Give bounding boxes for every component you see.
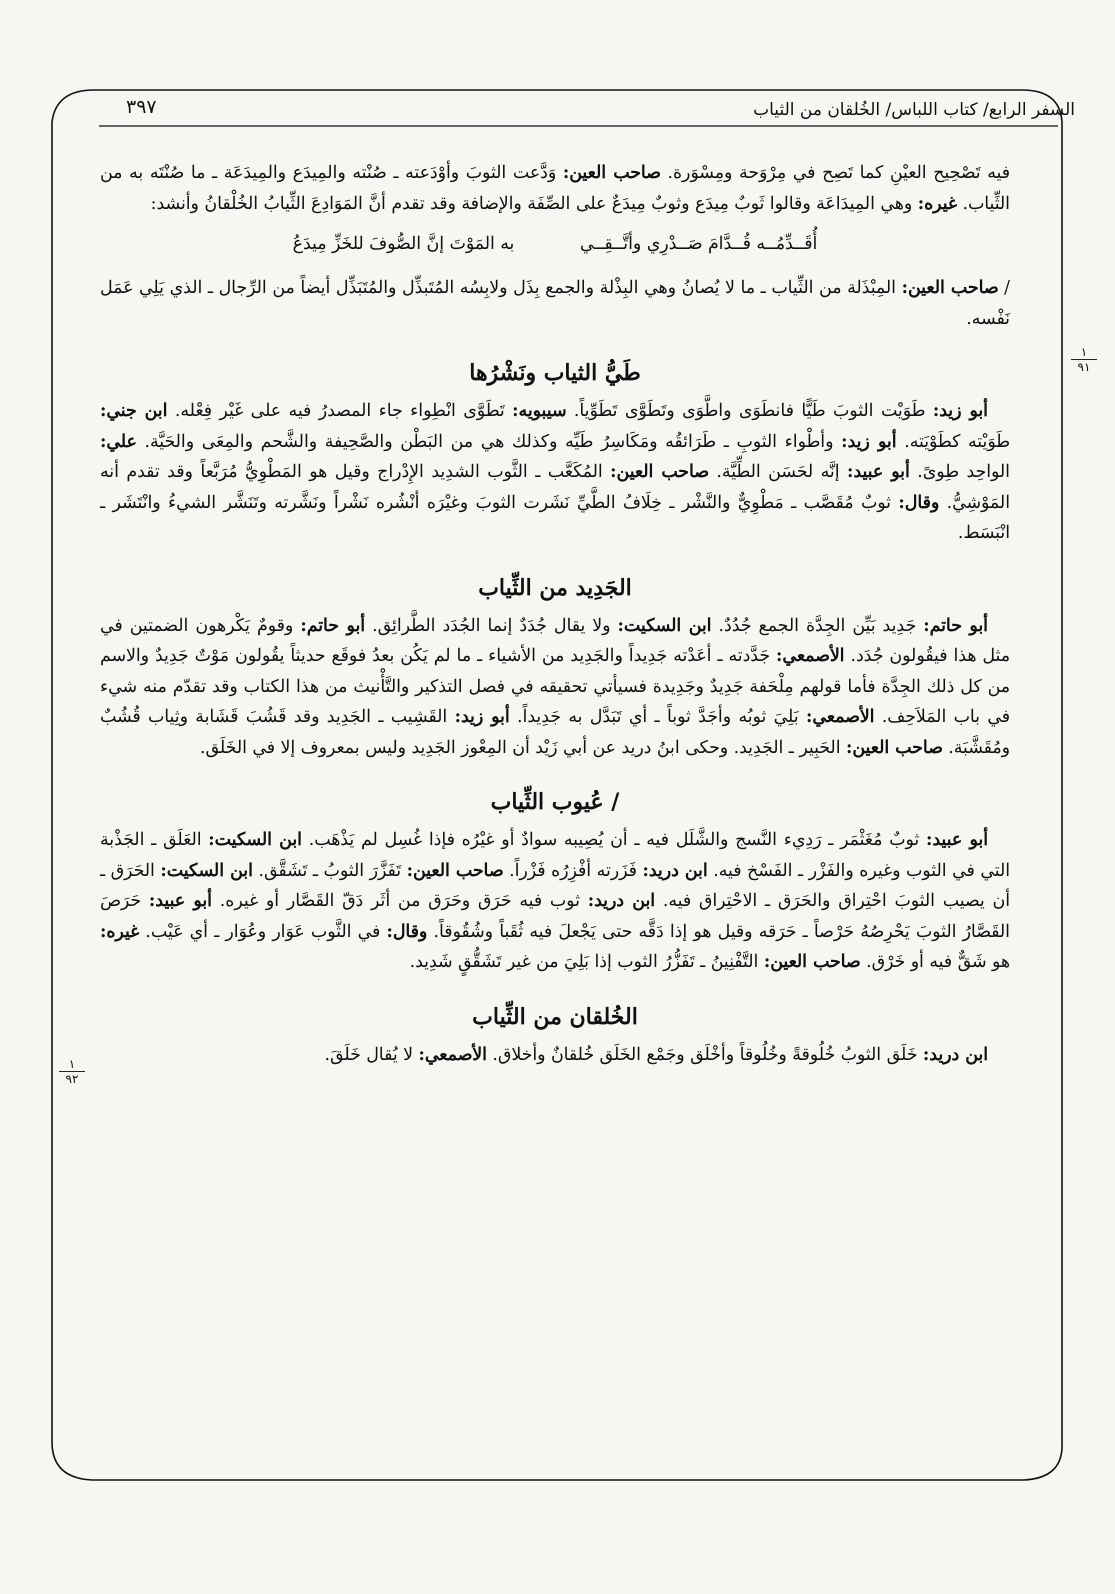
authority-name: أبو عبيد: bbox=[148, 891, 212, 911]
authority-name: وقال: bbox=[898, 492, 940, 513]
authority-name: ابن دريد: bbox=[922, 1044, 988, 1065]
authority-name: الأصمعي: bbox=[805, 707, 875, 727]
margin-note-numerator: ١ bbox=[59, 1057, 85, 1072]
authority-name: ابن السكيت: bbox=[208, 830, 302, 850]
paragraph: / صاحب العين: المِبْذَلة من الثِّياب ـ ما لا يُصانُ وهي البِذْلة والجمع بِذَل ولابِسُه المُتَبذِّل والمُتَبَذِّل أيضاً من الرِّجال ـ الذي يَلِي عَمَل نَفْسه. bbox=[100, 278, 1010, 329]
margin-note-denominator: ٩٢ bbox=[65, 1072, 79, 1086]
paragraph: ابن دريد: خَلَق الثوبُ خُلُوقةً وخُلُوقاً وأخْلَق وجَمْع الخَلَق خُلقانٌ وأخلاق. الأصمعي: لا يُقال خَلَقَ. bbox=[324, 1044, 988, 1065]
authority-name: الأصمعي: bbox=[776, 646, 845, 666]
authority-name: أبو حاتم: bbox=[300, 615, 366, 636]
paragraph: أبو حاتم: جَدِيد بَيِّن الجِدَّة الجمع جُدُدٌ. ابن السكيت: ولا يقال جُدَدٌ إنما الجُدَد الطَّرائِق. أبو حاتم: وقومٌ يَكْرهون الضمتين في مثل هذا فيقُولون جُدَد. الأصمعي: جَدَّدته ـ أعَدْته جَدِيداً والجَدِيد من الأشياء ـ ما لم يَكُن بعدُ فوقَع حديثاً يقُولون مَوْتٌ جَدِيدٌ والاسم من كل ذلك الجِدَّة فأما قولهم مِلْحَفة جَدِيدٌ وجَدِيدة فسيأتي تحقيقه في فصل التذكير والتَّأْنيث من هذا الكتاب وقد تقدّم منه شيء في باب المَلاَحِف. الأصمعي: بَلِيَ ثوبُه وأجَدَّ ثوباً ـ أي تَبَدَّل به جَدِيداً. أبو زيد: القَشِيب ـ الجَدِيد وقد قَشُبَ قَشَابة وثِياب قُشُبٌ ومُقَشَّبَة. صاحب العين: الحَبِير ـ الجَدِيد. وحكى ابنُ دريد عن أبي زَيْد أن المِعْوز الجَدِيد وليس بمعروف إلا في الخَلَق. bbox=[100, 615, 1011, 758]
authority-name: أبو زيد: bbox=[841, 431, 897, 452]
authority-name: صاحب العين: bbox=[846, 737, 943, 758]
section-heading: طَيُّ الثياب ونَشْرُها bbox=[469, 360, 641, 386]
paragraph: أبو عبيد: ثوبٌ مُغَثْمَر ـ رَدِيء النَّسج والشَّلَل فيه ـ أن يُصِيبه سوادٌ أو غيْرُه فإذا غُسِل لم يَذْهَب. ابن السكيت: العَلَق ـ الجَذْبة التي في الثوب وغيره والفَزْر ـ الفَسْخ فيه. ابن دريد: فَزَرته أفْزِرُه فَزْراً. صاحب العين: تَفَزَّرَ الثوبُ ـ تَشَقَّق. ابن السكيت: الحَرَق ـ أن يصيب الثوبَ احْتِراق والحَرَق ـ الاحْتِراق فيه. ابن دريد: ثوب فيه حَرَق وحَرَق من أثَر دَقّ القَصَّار أو غيره. أبو عبيد: حَرَصَ القَصَّارُ الثوبَ يَحْرِصُهُ حَرْصاً ـ حَرَقه وقيل هو إذا دَقَّه حتى يَجْعلَ فيه ثُقَباً وشُقُوقاً. وقال: في الثَّوب عَوَار وعُوَار ـ أي عَيْب. غيره: هو شَقٌّ فيه أو خَرْق. صاحب العين: التَّفْنِينُ ـ تَفَزُّرُ الثوب إذا بَلِيَ من غير تَشَقُّقٍ شَدِيد. bbox=[100, 830, 1011, 972]
margin-folio-note bbox=[1071, 345, 1097, 374]
running-head bbox=[90, 96, 1075, 126]
main-text bbox=[100, 158, 1010, 1070]
authority-name: صاحب العين: bbox=[763, 952, 861, 972]
authority-name: الأصمعي: bbox=[418, 1044, 487, 1065]
authority-name: صاحب العين: bbox=[406, 860, 504, 881]
margin-folio-note bbox=[59, 1057, 85, 1086]
verse-second-hemistich: به المَوْتَ إنَّ الصُّوفَ للخَزِّ مِيدَعُ bbox=[292, 234, 515, 254]
authority-name: أبو زيد: bbox=[932, 401, 988, 421]
authority-name: ابن السكيت: bbox=[617, 615, 712, 636]
authority-name: علي: bbox=[100, 431, 137, 452]
authority-name: وقال: bbox=[386, 921, 428, 942]
paragraph: فيه تَصْحِيح العيْنِ كما تَصِح في مِرْوَحة ومِسْوَرة. صاحب العين: وَدَّعت الثوبَ وأوْدَعته ـ صُنْته والمِيدَع والمِيدَعَة ـ ما صُنْتَه به من الثِّياب. غيره: وهي المِيدَاعَة وقالوا ثَوبٌ مِيدَع وثوبٌ مِيدَعٌ على الصِّفَة والإضافة وقد تقدم أنَّ المَوَادِعَ الثِّيابُ الخُلْقانُ وأنشد: bbox=[100, 163, 1010, 214]
section-heading: الجَدِيد من الثِّياب bbox=[478, 574, 632, 601]
verse-first-hemistich: أُقَــدِّمُــه قُــدَّامَ صَــدْرِي وأتَّــقِــي bbox=[579, 234, 818, 254]
authority-name: ابن السكيت: bbox=[160, 860, 253, 881]
running-title: السفر الرابع/ كتاب اللباس/ الخُلقان من الثياب bbox=[753, 100, 1075, 120]
section-heading: / عُيوب الثِّياب bbox=[490, 789, 620, 815]
authority-name: ابن دريد: bbox=[587, 891, 656, 911]
paragraph: أبو زيد: طَوَيْت الثوبَ طَيًّا فانطَوَى واطَّوَى وتَطَوَّى تَطَوِّياً. سيبويه: تَطَوَّى انْطِواء جاء المصدرُ فيه على غَيْر فِعْله. ابن جني: طَوَيْته كطَوْيَته. أبو زيد: وأطْواء الثوبِ ـ طَرَائقُه ومَكَاسِرُ طَيِّه وكذلك هي من البَطْن والصَّحِيفة والشَّحم والمِعَى والحَيَّة. علي: الواحِد طِوىً. أبو عبيد: إنَّه لحَسَن الطِّيَّة. صاحب العين: المُكَعَّب ـ الثَّوب الشدِيد الإِدْراج وقيل هو المَطْوِيُّ مُرَبَّعاً وقد تقدم أنه المَوْشِيُّ. وقال: ثوبٌ مُقَصَّب ـ مَطْوِيٌّ والنَّشْر ـ خِلَافُ الطَّيِّ نَشَرت الثوبَ وغيْرَه أنْشُره نَشْراً ونَشَّرته وتَنَشَّر الشيءُ وانْتَشَر ـ انْبَسَط. bbox=[100, 401, 1010, 543]
authority-name: أبو حاتم: bbox=[923, 615, 988, 636]
authority-name: أبو عبيد: bbox=[925, 830, 988, 850]
authority-name: ابن دريد: bbox=[642, 860, 708, 881]
margin-note-denominator: ٩١ bbox=[1077, 360, 1091, 374]
section-heading: الخُلقان من الثِّياب bbox=[472, 1003, 638, 1030]
authority-name: صاحب العين: bbox=[610, 462, 709, 482]
authority-name: أبو عبيد: bbox=[847, 462, 910, 482]
authority-name: غيره: bbox=[100, 921, 140, 942]
margin-note-numerator: ١ bbox=[1071, 345, 1097, 360]
authority-name: سيبويه: bbox=[512, 401, 567, 421]
authority-name: صاحب العين: bbox=[562, 163, 661, 183]
authority-name: ابن جني: bbox=[100, 401, 168, 421]
authority-name: صاحب العين: bbox=[901, 278, 999, 298]
authority-name: أبو زيد: bbox=[454, 707, 510, 727]
page-number: ٣٩٧ bbox=[126, 96, 157, 118]
authority-name: غيره: bbox=[917, 193, 957, 214]
poetry-verse bbox=[100, 229, 1010, 259]
